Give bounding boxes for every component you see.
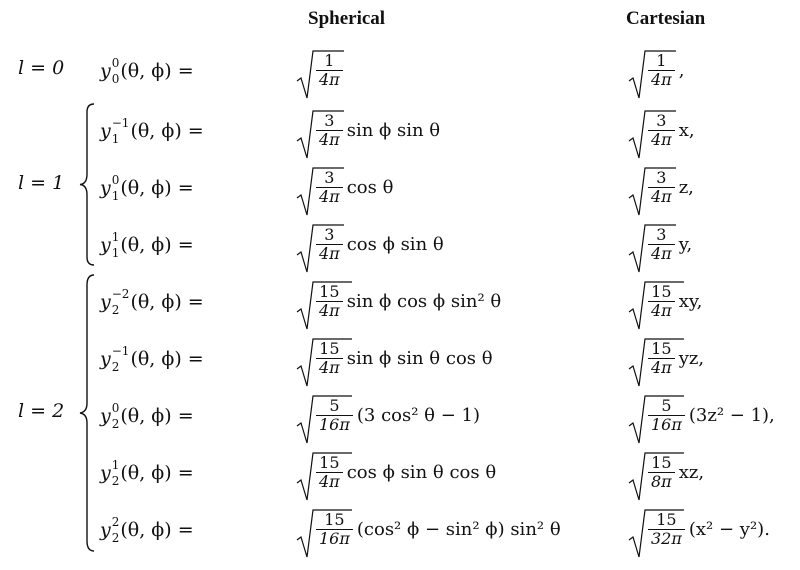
sph-denominator: 4π: [316, 244, 343, 263]
harmonic-row: [0, 102, 800, 159]
l-subscript: 1: [111, 188, 120, 203]
level-label-2: l = 2: [18, 400, 65, 422]
cartesian-expression: (x² − y²).: [688, 519, 770, 540]
cart-denominator: 8π: [648, 472, 675, 491]
sph-radical: [296, 169, 345, 207]
harmonic-symbol: [100, 216, 194, 273]
cart-sqrt-symbol: [628, 450, 684, 506]
sph-denominator: 16π: [316, 529, 353, 548]
indices: [111, 286, 130, 317]
cart-sqrt-symbol: [628, 393, 684, 449]
sph-numerator: 15: [319, 338, 340, 358]
cart-denominator: 4π: [648, 130, 675, 149]
m-superscript: 0: [111, 400, 120, 415]
spherical-expression: cos θ: [346, 177, 394, 198]
cartesian-formula: [628, 501, 770, 558]
m-superscript: 2: [111, 514, 120, 529]
y-letter: y: [100, 404, 111, 427]
sph-sqrt-symbol: [296, 165, 344, 221]
cart-denominator: 4π: [648, 187, 675, 206]
harmonic-symbol: [100, 330, 204, 387]
harmonic-symbol: [100, 42, 194, 99]
m-superscript: 0: [111, 172, 120, 187]
sph-radical: [296, 397, 355, 435]
m-superscript: 1: [111, 229, 120, 244]
cartesian-expression: y,: [678, 234, 693, 255]
y-letter: y: [100, 461, 111, 484]
sph-denominator: 16π: [316, 415, 353, 434]
cart-sqrt-symbol: [628, 108, 676, 164]
cartesian-expression: xy,: [678, 291, 703, 312]
harmonic-symbol: [100, 444, 194, 501]
sph-sqrt-symbol: [296, 336, 352, 392]
cart-numerator: 1: [656, 50, 667, 70]
cart-denominator: 4π: [648, 70, 675, 89]
y-letter: y: [100, 233, 111, 256]
harmonic-row: [0, 501, 800, 558]
sph-radical: [296, 340, 345, 378]
harmonic-symbol: [100, 159, 194, 216]
cart-sqrt-symbol: [628, 48, 676, 104]
sph-radical: [296, 283, 345, 321]
y-letter: y: [100, 59, 111, 82]
cart-numerator: 15: [651, 452, 672, 472]
indices: [111, 457, 120, 488]
cart-numerator: 3: [656, 110, 667, 130]
l-subscript: 2: [111, 530, 120, 545]
spherical-expression: sin ϕ sin θ: [346, 120, 441, 141]
m-superscript: −1: [111, 115, 130, 130]
cart-radical: [628, 52, 677, 90]
cart-radical: [628, 454, 677, 492]
arguments: (θ, ϕ) =: [130, 347, 204, 370]
sph-denominator: 4π: [316, 301, 343, 320]
indices: [111, 514, 120, 545]
l-subscript: 2: [111, 416, 120, 431]
cart-sqrt-symbol: [628, 279, 684, 335]
indices: [111, 115, 130, 146]
cart-denominator: 16π: [648, 415, 685, 434]
l-subscript: 2: [111, 359, 120, 374]
sph-numerator: 15: [324, 509, 345, 529]
cart-denominator: 4π: [648, 301, 675, 320]
sph-radical: [296, 112, 345, 150]
cart-denominator: 32π: [648, 529, 685, 548]
arguments: (θ, ϕ) =: [130, 119, 204, 142]
spherical-formula: [296, 216, 444, 273]
cart-numerator: 15: [651, 281, 672, 301]
arguments: (θ, ϕ) =: [120, 176, 194, 199]
m-superscript: −1: [111, 343, 130, 358]
cart-radical: [628, 283, 677, 321]
sph-numerator: 15: [319, 452, 340, 472]
sph-denominator: 4π: [316, 187, 343, 206]
sph-sqrt-symbol: [296, 279, 352, 335]
sph-radical: [296, 454, 345, 492]
spherical-formula: [296, 444, 496, 501]
arguments: (θ, ϕ) =: [120, 518, 194, 541]
m-superscript: −2: [111, 286, 130, 301]
cartesian-formula: [628, 102, 695, 159]
sph-radical: [296, 511, 355, 549]
harmonic-row: [0, 42, 800, 99]
l-subscript: 1: [111, 245, 120, 260]
harmonic-symbol: [100, 102, 204, 159]
sph-sqrt-symbol: [296, 108, 344, 164]
harmonic-symbol: [100, 387, 194, 444]
cart-radical: [628, 511, 687, 549]
cartesian-formula: [628, 159, 694, 216]
cartesian-expression: ,: [678, 60, 685, 81]
m-superscript: 0: [111, 55, 120, 70]
sph-denominator: 4π: [316, 472, 343, 491]
cart-denominator: 4π: [648, 358, 675, 377]
l-subscript: 0: [111, 71, 120, 86]
cartesian-formula: [628, 444, 704, 501]
harmonic-row: [0, 273, 800, 330]
cart-sqrt-symbol: [628, 336, 684, 392]
harmonic-row: [0, 387, 800, 444]
sph-denominator: 4π: [316, 358, 343, 377]
cartesian-formula: [628, 330, 704, 387]
indices: [111, 343, 130, 374]
cart-radical: [628, 112, 677, 150]
y-letter: y: [100, 119, 111, 142]
cart-numerator: 15: [656, 509, 677, 529]
cartesian-expression: x,: [678, 120, 695, 141]
sph-sqrt-symbol: [296, 393, 352, 449]
y-letter: y: [100, 176, 111, 199]
sph-denominator: 4π: [316, 70, 343, 89]
cart-radical: [628, 397, 687, 435]
spherical-expression: (3 cos² θ − 1): [356, 405, 481, 426]
sph-sqrt-symbol: [296, 507, 352, 563]
spherical-expression: cos ϕ sin θ cos θ: [346, 462, 497, 483]
spherical-formula: [296, 159, 393, 216]
header-spherical: Spherical: [308, 8, 386, 29]
l-subscript: 2: [111, 473, 120, 488]
cart-denominator: 4π: [648, 244, 675, 263]
sph-sqrt-symbol: [296, 222, 344, 278]
level-label-1: l = 1: [18, 172, 65, 194]
harmonic-symbol: [100, 273, 204, 330]
spherical-expression: cos ϕ sin θ: [346, 234, 444, 255]
l-subscript: 1: [111, 131, 120, 146]
harmonic-row: [0, 216, 800, 273]
spherical-formula: [296, 501, 561, 558]
cart-sqrt-symbol: [628, 165, 676, 221]
spherical-expression: sin ϕ cos ϕ sin² θ: [346, 291, 502, 312]
arguments: (θ, ϕ) =: [120, 404, 194, 427]
harmonic-symbol: [100, 501, 194, 558]
spherical-formula: [296, 42, 347, 99]
y-letter: y: [100, 347, 111, 370]
harmonic-row: [0, 330, 800, 387]
sph-numerator: 3: [324, 224, 335, 244]
spherical-formula: [296, 387, 480, 444]
cart-numerator: 15: [651, 338, 672, 358]
cart-radical: [628, 226, 677, 264]
cart-numerator: 3: [656, 224, 667, 244]
arguments: (θ, ϕ) =: [130, 290, 204, 313]
sph-denominator: 4π: [316, 130, 343, 149]
spherical-expression: (cos² ϕ − sin² ϕ) sin² θ: [356, 519, 561, 540]
cartesian-formula: [628, 387, 775, 444]
cartesian-formula: [628, 42, 684, 99]
y-letter: y: [100, 290, 111, 313]
sph-numerator: 3: [324, 167, 335, 187]
sph-sqrt-symbol: [296, 450, 352, 506]
cartesian-formula: [628, 273, 702, 330]
arguments: (θ, ϕ) =: [120, 461, 194, 484]
harmonic-row: [0, 444, 800, 501]
arguments: (θ, ϕ) =: [120, 233, 194, 256]
level-label-0: l = 0: [18, 57, 65, 79]
y-letter: y: [100, 518, 111, 541]
cart-radical: [628, 340, 677, 378]
sph-sqrt-symbol: [296, 48, 344, 104]
indices: [111, 229, 120, 260]
cart-numerator: 3: [656, 167, 667, 187]
sph-numerator: 5: [329, 395, 340, 415]
spherical-expression: sin ϕ sin θ cos θ: [346, 348, 493, 369]
indices: [111, 55, 120, 86]
sph-radical: [296, 226, 345, 264]
cartesian-expression: (3z² − 1),: [688, 405, 775, 426]
arguments: (θ, ϕ) =: [120, 59, 194, 82]
spherical-formula: [296, 102, 440, 159]
cartesian-expression: z,: [678, 177, 694, 198]
cartesian-expression: xz,: [678, 462, 705, 483]
sph-numerator: 15: [319, 281, 340, 301]
l-subscript: 2: [111, 302, 120, 317]
cart-numerator: 5: [661, 395, 672, 415]
spherical-formula: [296, 330, 493, 387]
cartesian-expression: yz,: [678, 348, 705, 369]
cart-sqrt-symbol: [628, 222, 676, 278]
cartesian-formula: [628, 216, 692, 273]
indices: [111, 400, 120, 431]
sph-numerator: 3: [324, 110, 335, 130]
sph-radical: [296, 52, 345, 90]
sph-numerator: 1: [324, 50, 335, 70]
spherical-formula: [296, 273, 501, 330]
header-cartesian: Cartesian: [626, 8, 706, 29]
harmonic-row: [0, 159, 800, 216]
indices: [111, 172, 120, 203]
cart-sqrt-symbol: [628, 507, 684, 563]
m-superscript: 1: [111, 457, 120, 472]
cart-radical: [628, 169, 677, 207]
